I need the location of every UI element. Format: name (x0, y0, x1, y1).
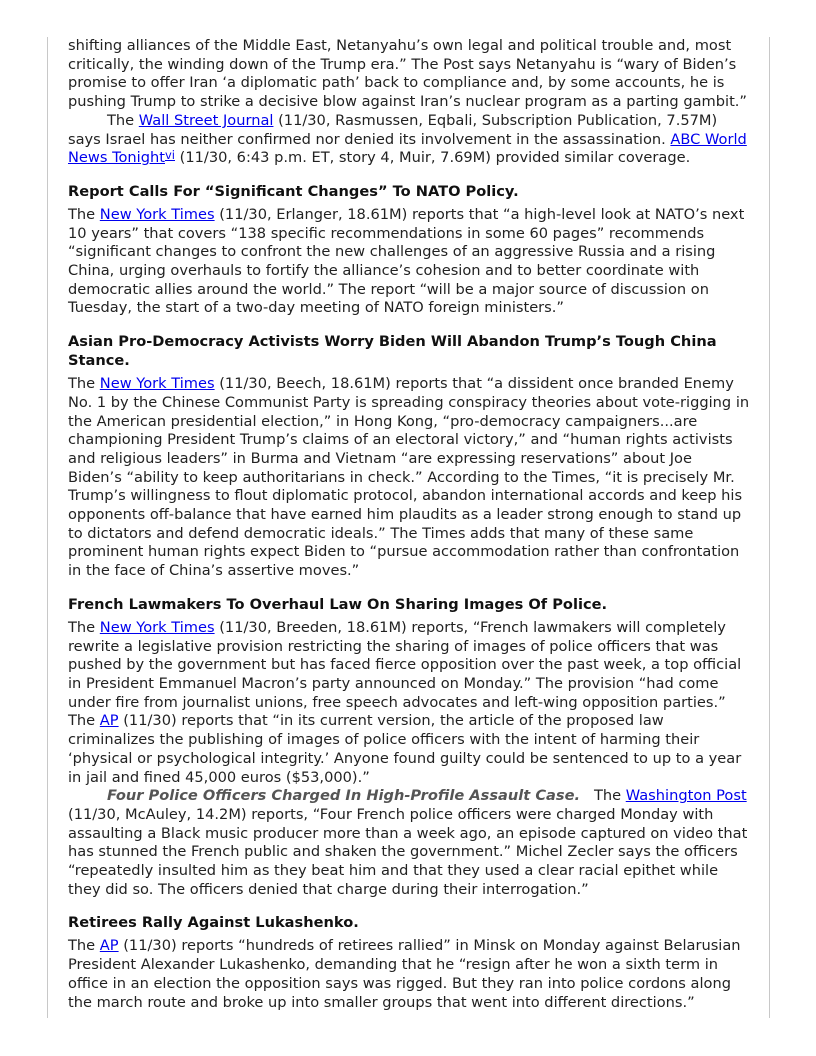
asia-section (68, 332, 750, 581)
asia-heading: Asian Pro-Democracy Activists Worry Biden Will Abandon Trump’s Tough China Stance. (68, 333, 717, 370)
nyt-link[interactable]: New York Times (99, 205, 215, 223)
belarus-section (68, 913, 750, 1012)
intro-paragraph: shifting alliances of the Middle East, Netanyahu’s own legal and political trouble and, most critically, the winding down of the Trump era.” The Post says Netanyahu is “wary of Biden’s promise to offer Iran ‘a diplomatic path’ back to compliance and, by some accounts, he is pushing Trump to strike a decisive blow against Iran’s nuclear program as a parting gambit.” (68, 37, 747, 111)
nyt-link[interactable]: New York Times (99, 375, 215, 393)
france-subheading: Four Police Officers Charged In High-Profile Assault Case. (107, 787, 581, 805)
ap-link[interactable]: AP (99, 937, 119, 955)
nato-heading: Report Calls For “Significant Changes” To NATO Policy. (68, 182, 519, 200)
belarus-heading: Retirees Rally Against Lukashenko. (68, 914, 359, 932)
asia-paragraph: The New York Times (11/30, Beech, 18.61M) reports that “a dissident once branded Enemy No. 1 by the Chinese Communist Party is spreading conspiracy theories about vote-rigging in the American presidential election,” in Hong Kong, “pro-democracy campaigners...are championing President Trump’s claims of an electoral victory,” and “human rights activists and religious leaders” in Burma and Vietnam “are expressing reservations” about Joe Biden’s “ability to keep authoritarians in check.” According to the Times, “it is precisely Mr. Trump’s willingness to flout diplomatic protocol, abandon international accords and keep his opponents off-balance that have earned him plaudits as a leader strong enough to stand up to dictators and defend democratic ideals.” The Times adds that many of these same prominent human rights expect Biden to “pursue accommodation rather than confrontation in the face of China’s assertive moves.” (68, 375, 750, 580)
belarus-paragraph: The AP (11/30) reports “hundreds of retirees rallied” in Minsk on Monday against Belarusian President Alexander Lukashenko, demanding that he “resign after he won a sixth term in office in an election the opposition says was rigged. But they ran into police cordons along the march route and broke up into smaller groups that went into different directions.” (68, 937, 741, 1011)
washington-post-link[interactable]: Washington Post (625, 787, 747, 805)
intro-followup-paragraph: The Wall Street Journal (11/30, Rasmussen, Eqbali, Subscription Publication, 7.57M) says Israel has neither confirmed nor denied its involvement in the assassination. ABC World News Tonight$^{vi}$ (11/30, 6:43 p.m. ET, story 4, Muir, 7.69M) provided similar coverage. (68, 111, 747, 167)
france-section (68, 595, 750, 900)
newsletter-body (68, 37, 750, 1012)
france-subsection-paragraph: Four Police Officers Charged In High-Profile Assault Case. The Washington Post (11/30, McAuley, 14.2M) reports, “Four French police officers were charged Monday with assaulting a Black music producer more than a week ago, an episode captured on video that has stunned the French public and shaken the government.” Michel Zecler says the officers “repeatedly insulted him as they beat him and that they used a clear racial epithet while they did so. The officers denied that charge during their interrogation.” (68, 787, 748, 898)
france-paragraph: The New York Times (11/30, Breeden, 18.61M) reports, “French lawmakers will completely rewrite a legislative provision restricting the sharing of images of police officers that was pushed by the government but has faced fierce opposition over the past week, a top official in President Emmanuel Macron’s party announced on Monday.” The provision “had come under fire from journalist unions, free speech advocates and left-wing opposition parties.” The AP (11/30) reports that “in its current version, the article of the proposed law criminalizes the publishing of images of police officers with the intent of harming their ‘physical or psychological integrity.’ Anyone found guilty could be sentenced to up to a year in jail and fined 45,000 euros ($53,000).” (68, 618, 742, 786)
nato-section (68, 182, 750, 318)
ap-link[interactable]: AP (99, 712, 119, 730)
abc-news-link[interactable]: ABC World News Tonight (68, 130, 747, 167)
france-heading: French Lawmakers To Overhaul Law On Sharing Images Of Police. (68, 595, 608, 613)
nato-paragraph: The New York Times (11/30, Erlanger, 18.61M) reports that “a high-level look at NATO’s next 10 years” that covers “138 specific recommendations in some 60 pages” recommends “significant changes to confront the new challenges of an aggressive Russia and a rising China, urging overhauls to fortify the alliance’s cohesion and to better coordinate with democratic allies around the world.” The report “will be a major source of discussion on Tuesday, the start of a two-day meeting of NATO foreign ministers.” (68, 205, 745, 317)
wsj-link[interactable]: Wall Street Journal (138, 111, 274, 129)
footnote-marker[interactable]: vi (164, 148, 175, 163)
nyt-link[interactable]: New York Times (99, 618, 215, 636)
intro-section (68, 37, 750, 168)
